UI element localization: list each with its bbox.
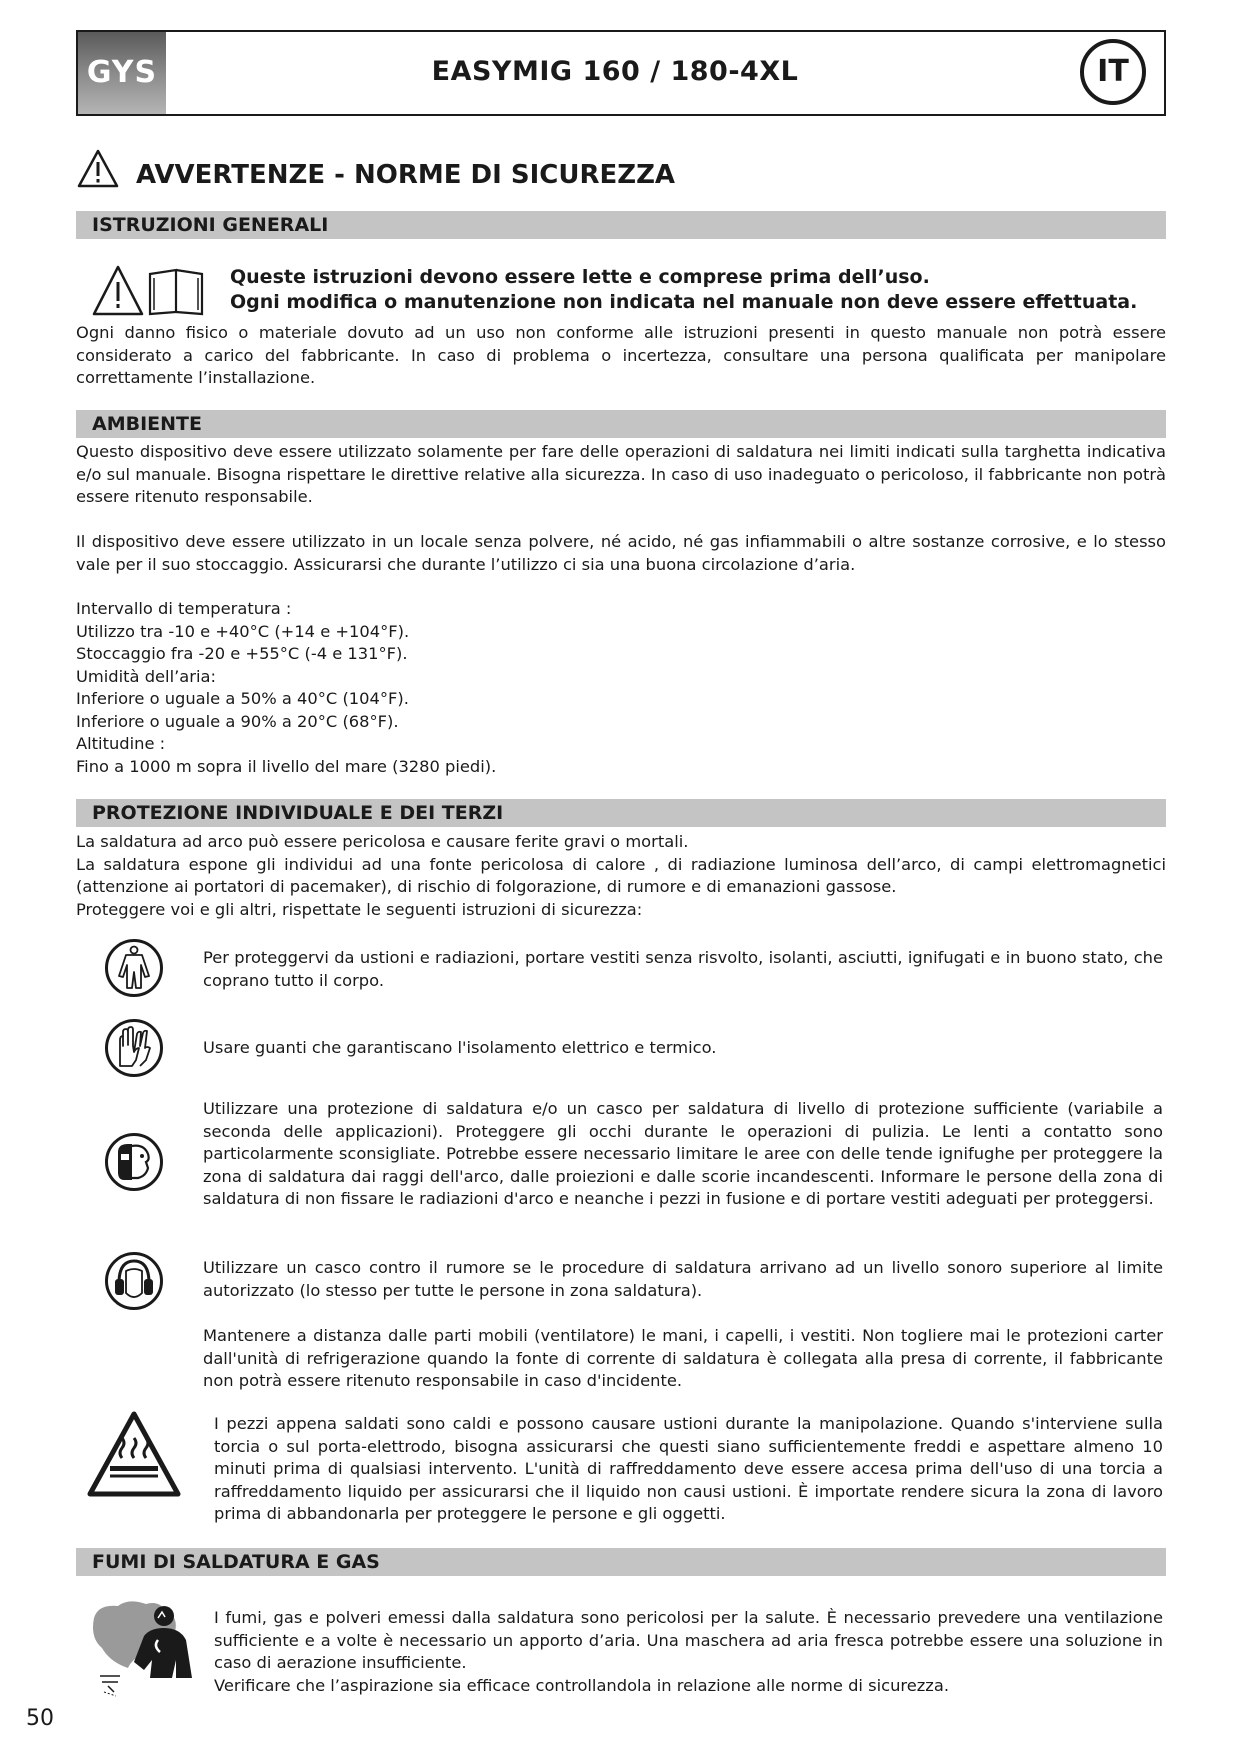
section-heading-environment: [76, 410, 1166, 438]
section-heading-text: AMBIENTE: [92, 413, 202, 435]
intro-line: Proteggere voi e gli altri, rispettate le seguenti istruzioni di sicurezza:: [76, 899, 643, 919]
main-title-text: AVVERTENZE - NORME DI SICUREZZA: [136, 160, 676, 190]
section-heading-text: ISTRUZIONI GENERALI: [92, 214, 329, 236]
condition-line: Altitudine :: [76, 734, 166, 753]
gys-logo: [78, 32, 166, 114]
condition-line: Utilizzo tra -10 e +40°C (+14 e +104°F).: [76, 621, 410, 641]
bold-line: Ogni modifica o manutenzione non indicata nel manuale non deve essere effettuata.: [230, 291, 1138, 313]
page-header: [76, 30, 1166, 116]
intro-line: La saldatura ad arco può essere pericolosa e causare ferite gravi o mortali.: [76, 832, 689, 851]
protection-item-hot-parts: I pezzi appena saldati sono caldi e possono causare ustioni durante la manipolazione. Quando s'interviene sulla torcia o sul porta-elettrodo, bisogna assicurarsi che questi siano sufficientemente freddi e aspettare almeno 10 minuti prima di qualsiasi intervento. L'unità di raffreddamento deve essere accesa prima dell'uso di una torcia a raffreddamento liquido per assicurarsi che il liquido non causi ustioni. È importate rendere sicura la zona di lavoro prima di abbandonarla per proteggere le persone e gli oggetti.: [214, 1414, 1163, 1523]
section-heading-general: [76, 211, 1166, 239]
general-bold-instructions: [230, 265, 1166, 315]
condition-line: Inferiore o uguale a 50% a 40°C (104°F).: [76, 689, 409, 708]
protection-item-clothing: Per proteggervi da ustioni e radiazioni, portare vestiti senza risvolto, isolanti, asciutti, ignifugati e in buono stato, che coprano tutto il corpo.: [203, 948, 1163, 990]
environment-conditions-list: [76, 598, 1166, 778]
main-title: [76, 148, 976, 194]
document-title: EASYMIG 160 / 180-4XL: [431, 56, 799, 87]
section-heading-fumes: [76, 1548, 1166, 1576]
gloves-icon: [104, 1018, 164, 1078]
protection-item-ear-protection: Utilizzare un casco contro il rumore se le procedure di saldatura arrivano ad un livello sonoro superiore al limite autorizzato (lo stesso per tutte le persone in zona saldatura).: [203, 1258, 1163, 1300]
fumes-paragraph: [214, 1607, 1163, 1697]
logo-text: GYS: [86, 55, 158, 90]
condition-line: Fino a 1000 m sopra il livello del mare (3280 piedi).: [76, 756, 497, 776]
welding-fumes-icon: [88, 1596, 212, 1708]
protection-item-moving-parts: Mantenere a distanza dalle parti mobili (ventilatore) le mani, i capelli, i vestiti. Non togliere mai le protezioni carter dall'unità di refrigerazione quando la fonte di corrente di saldatura è collegata alla presa di corrente, il fabbricante non potrà essere ritenuto responsabile in caso d'incidente.: [203, 1326, 1163, 1390]
protection-item-welding-mask: Utilizzare una protezione di saldatura e/o un casco per saldatura di livello di protezione sufficiente (variabile a seconda delle applicazioni). Proteggere gli occhi durante le operazioni di pulizia. Le lenti a contatto sono particolarmente sconsigliate. Potrebbe essere necessario limitare le aree con delle tende ignifughe per proteggere la zona di saldatura dai raggi dell'arco, dalle proiezioni e dalle scorie incandescenti. Informare le persone della zona di saldatura di non fissare le radiazioni d'arco e neanche i pezzi in fusione e di portare vestiti adeguati per proteggersi.: [203, 1099, 1163, 1208]
condition-line: Intervallo di temperatura :: [76, 599, 292, 618]
welding-mask-icon: [104, 1132, 164, 1192]
hot-surface-warning-icon: [86, 1410, 182, 1498]
protection-intro: [76, 831, 1166, 921]
condition-line: Inferiore o uguale a 90% a 20°C (68°F).: [76, 711, 399, 731]
environment-paragraph-2: Il dispositivo deve essere utilizzato in un locale senza polvere, né acido, né gas infiammabili o altre sostanze corrosive, e lo stesso vale per il suo stoccaggio. Assicurarsi che durante l’utilizzo ci sia una buona circolazione d’aria.: [76, 532, 1166, 574]
section-heading-text: FUMI DI SALDATURA E GAS: [92, 1551, 380, 1573]
condition-line: Umidità dell’aria:: [76, 666, 216, 686]
warning-manual-icon: [92, 264, 210, 318]
protection-item-gloves: Usare guanti che garantiscano l'isolamento elettrico e termico.: [203, 1038, 717, 1057]
bold-line: Queste istruzioni devono essere lette e comprese prima dell’uso.: [230, 266, 930, 288]
condition-line: Stoccaggio fra -20 e +55°C (-4 e 131°F).: [76, 644, 408, 663]
general-paragraph: Ogni danno fisico o materiale dovuto ad un uso non conforme alle istruzioni presenti in questo manuale non potrà essere considerato a carico del fabbricante. In caso di problema o incertezza, consultare una persona qualificata per manipolare correttamente l’installazione.: [76, 323, 1166, 387]
section-heading-protection: [76, 799, 1166, 827]
intro-line: La saldatura espone gli individui ad una fonte pericolosa di calore , di radiazione luminosa dell’arco, di campi elettromagnetici (attenzione ai portatori di pacemaker), di rischio di folgorazione, di rumore e di emanazioni gassose.: [76, 854, 1166, 896]
ear-protection-icon: [104, 1251, 164, 1311]
environment-paragraph-1: Questo dispositivo deve essere utilizzato solamente per fare delle operazioni di saldatura nei limiti indicati sulla targhetta indicativa e/o sul manuale. Bisogna rispettare le direttive relative alla sicurezza. In caso di uso inadeguato o pericoloso, il fabbricante non potrà essere ritenuto responsabile.: [76, 442, 1166, 506]
language-badge: IT: [1080, 39, 1146, 105]
fumes-line: I fumi, gas e polveri emessi dalla saldatura sono pericolosi per la salute. È necessario prevedere una ventilazione sufficiente e a volte è necessario un apporto d’aria. Una maschera ad aria fresca potrebbe essere una soluzione in caso di aerazione insufficiente.: [214, 1608, 1163, 1672]
page-number: 50: [26, 1706, 54, 1731]
fumes-line: Verificare che l’aspirazione sia efficace controllandola in relazione alle norme di sicurezza.: [214, 1675, 949, 1695]
warning-triangle-icon: [76, 148, 120, 190]
protective-clothing-icon: [104, 938, 164, 998]
section-heading-text: PROTEZIONE INDIVIDUALE E DEI TERZI: [92, 802, 504, 824]
